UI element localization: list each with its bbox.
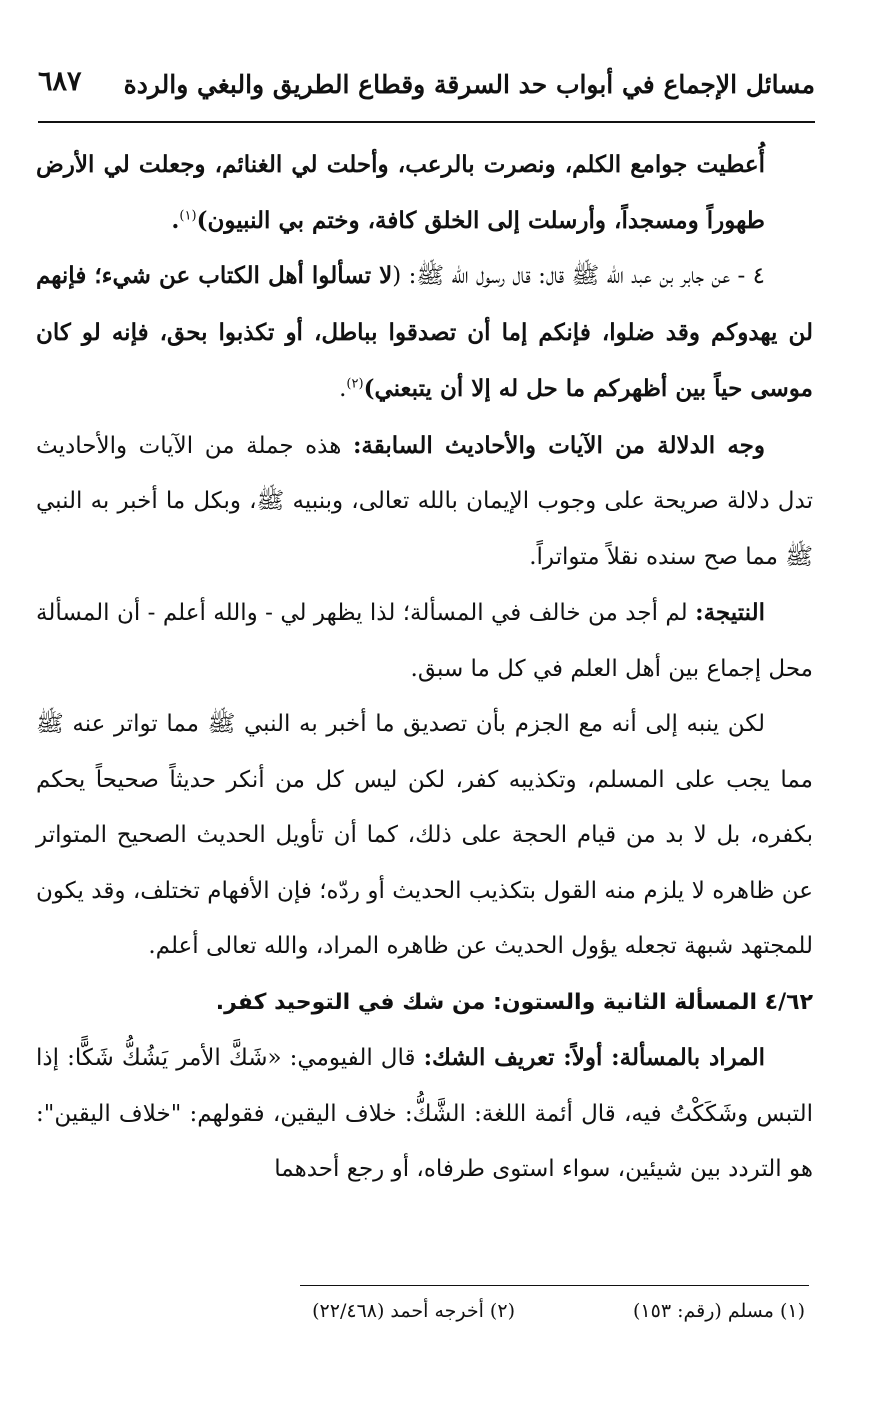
definition-paragraph	[36, 1030, 813, 1198]
section-title: ٤/٦٢ المسألة الثانية والستون: من شك في التوحيد كفر.	[215, 989, 813, 1015]
note-paragraph: لكن ينبه إلى أنه مع الجزم بأن تصديق ما أخبر به النبي ﷺ مما تواتر عنه ﷺ مما يجب على المسلم، وتكذيبه كفر، لكن ليس كل من أنكر حديثاً صحيحاً يحكم بكفره، بل لا بد من قيام الحجة على ذلك، كما أن تأويل الحديث الصحيح المتواتر عن ظاهره لا يلزم منه القول بتكذيب الحديث أو ردّه؛ فإن الأفهام تختلف، وقد يكون للمجتهد شبهة تجعله يؤول الحديث عن ظاهره المراد، والله تعالى أعلم.	[36, 711, 813, 959]
footnote-ref-2: (٢)	[346, 376, 364, 392]
result-text: لم أجد من خالف في المسألة؛ لذا يظهر لي - والله أعلم - أن المسألة محل إجماع بين أهل العلم في كل ما سبق.	[36, 600, 813, 682]
page-body	[36, 137, 813, 1198]
hadith-text: أُعطيت جوامع الكلم، ونصرت بالرعب، وأحلت لي الغنائم، وجعلت لي الأرض طهوراً ومسجداً، وأرسلت إلى الخلق كافة، وختم بي النبيون)	[36, 151, 765, 234]
hadith-continuation: أُعطيت جوامع الكلم، ونصرت بالرعب، وأحلت لي الغنائم، وجعلت لي الأرض طهوراً ومسجداً، وأرسلت إلى الخلق كافة، وختم بي النبيون)$^{(١)}$.	[36, 151, 765, 234]
footnote-divider	[300, 1285, 809, 1286]
evidence-paragraph	[36, 418, 813, 586]
footnote-1: (١) مسلم (رقم: ١٥٣)	[633, 1300, 805, 1322]
footnote-2: (٢) أخرجه أحمد (٢٢/٤٦٨)	[312, 1300, 515, 1322]
definition-heading: المراد بالمسألة: أولاً: تعريف الشك:	[423, 1044, 765, 1071]
result-heading: النتيجة:	[695, 599, 765, 626]
footnote-ref-1: (١)	[179, 207, 197, 223]
result-paragraph	[36, 585, 813, 697]
evidence-heading: وجه الدلالة من الآيات والأحاديث السابقة:	[352, 431, 765, 459]
running-title: مسائل الإجماع في أبواب حد السرقة وقطاع الطريق والبغي والردة	[123, 70, 815, 99]
hadith-4-intro: ٤ - عن جابر بن عبد الله ﷺ قال: قال رسول الله ﷺ: (	[392, 263, 765, 289]
definition-text: قال الفيومي: «شَكَّ الأمر يَشُكُّ شَكًّا: إذا التبس وشَكَكْتُ فيه، قال أئمة اللغة: الشَّكُّ: خلاف اليقين، فقولهم: "خلاف اليقين": هو التردد بين شيئين، سواء استوى طرفاه، أو رجع أحدهما	[36, 1045, 813, 1182]
footnotes	[140, 1300, 805, 1340]
page-number: ٦٨٧	[38, 66, 82, 97]
hadith-4-text: لا تسألوا أهل الكتاب عن شيء؛ فإنهم لن يهدوكم وقد ضلوا، فإنكم إما أن تصدقوا بباطل، أو تكذبوا بحق، فإنه لو كان موسى حياً بين أظهركم ما حل له إلا أن يتبعني)	[36, 262, 813, 402]
evidence-text: هذه جملة من الآيات والأحاديث تدل دلالة صريحة على وجوب الإيمان بالله تعالى، وبنبيه ﷺ، وبكل ما أخبر به النبي ﷺ مما صح سنده نقلاً متواتراً.	[36, 432, 813, 570]
hadith-4: ٤ - عن جابر بن عبد الله ﷺ قال: قال رسول الله ﷺ: (لا تسألوا أهل الكتاب عن شيء؛ فإنهم لن يهدوكم وقد ضلوا، فإنكم إما أن تصدقوا بباطل، أو تكذبوا بحق، فإنه لو كان موسى حياً بين أظهركم ما حل له إلا أن يتبعني)$^{(٢)}$.	[36, 262, 813, 402]
page-header	[38, 62, 815, 114]
header-divider	[38, 121, 815, 123]
